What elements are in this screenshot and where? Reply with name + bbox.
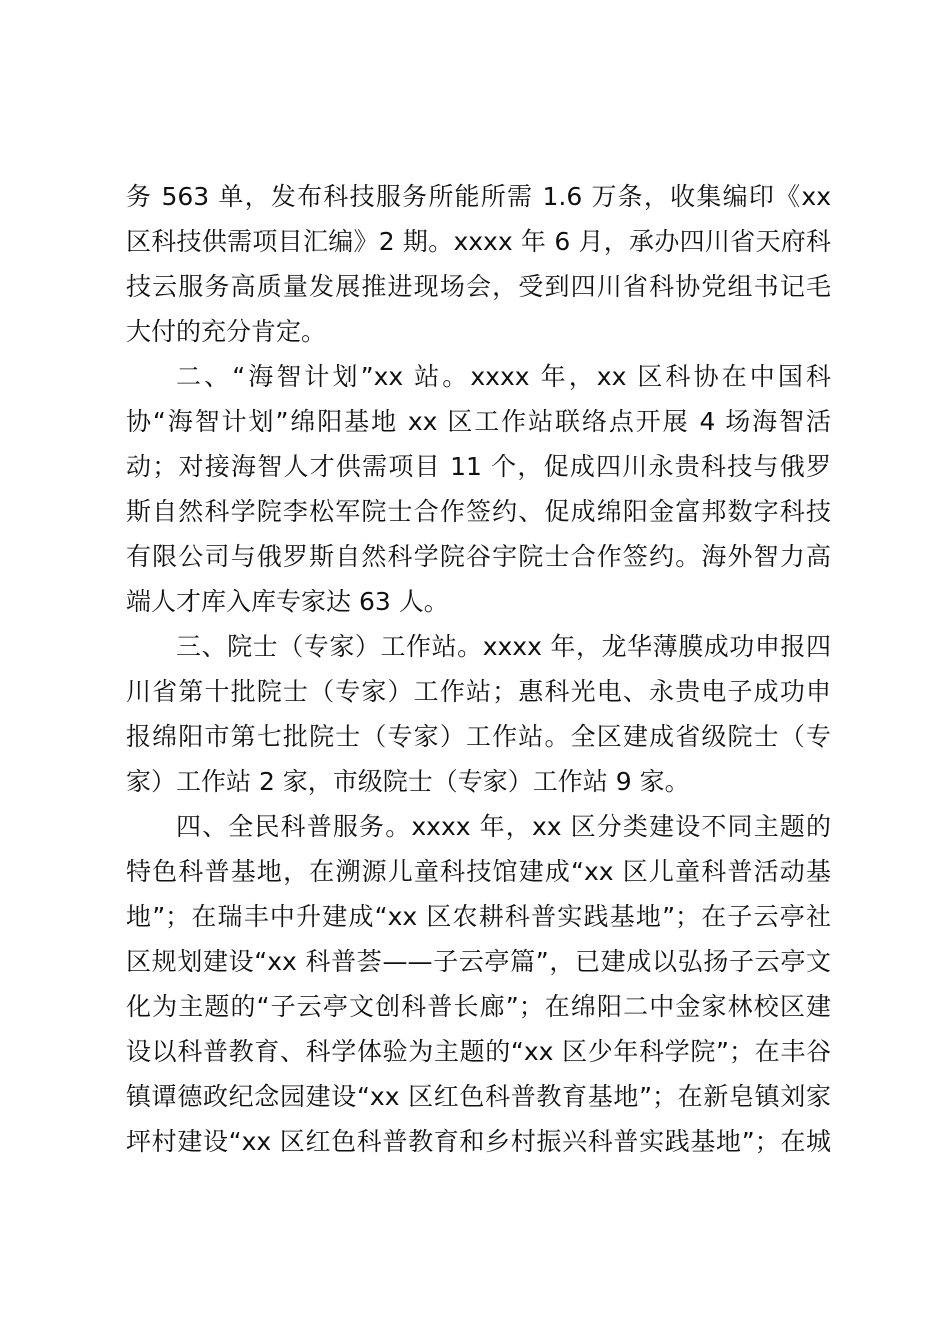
body-text [126, 174, 831, 1164]
text-line: 化为主题的“子云亭文创科普长廊”；在绵阳二中金家林校区建 [126, 992, 831, 1021]
text-line: 家）工作站 2 家，市级院士（专家）工作站 9 家。 [126, 767, 690, 796]
text-line: 有限公司与俄罗斯自然科学院谷宇院士合作签约。海外智力高 [126, 542, 831, 571]
text-line: 斯自然科学院李松军院士合作签约、促成绵阳金富邦数字科技 [126, 497, 831, 526]
text-line: 设以科普教育、科学体验为主题的“xx 区少年科学院”；在丰谷 [126, 1037, 831, 1066]
text-line: 镇谭德政纪念园建设“xx 区红色科普教育基地”；在新皂镇刘家 [126, 1082, 831, 1111]
text-line: 报绵阳市第七批院士（专家）工作站。全区建成省级院士（专 [126, 722, 831, 751]
text-line: 协“海智计划”绵阳基地 xx 区工作站联络点开展 4 场海智活 [126, 407, 831, 436]
text-line: 大付的充分肯定。 [126, 317, 327, 346]
text-line: 动；对接海智人才供需项目 11 个，促成四川永贵科技与俄罗 [126, 452, 831, 481]
text-line: 端人才库入库专家达 63 人。 [126, 587, 449, 616]
text-line: 区规划建设“xx 科普荟——子云亭篇”，已建成以弘扬子云亭文 [126, 947, 831, 976]
section-heading-line: 二、“海智计划”xx 站。xxxx 年，xx 区科协在中国科 [176, 362, 831, 391]
text-line: 区科技供需项目汇编》2 期。xxxx 年 6 月，承办四川省天府科 [126, 227, 831, 256]
text-line: 特色科普基地，在溯源儿童科技馆建成“xx 区儿童科普活动基 [126, 857, 831, 886]
text-line: 务 563 单，发布科技服务所能所需 1.6 万条，收集编印《xx [126, 182, 831, 211]
text-line: 坪村建设“xx 区红色科普教育和乡村振兴科普实践基地”；在城 [126, 1127, 831, 1156]
section-heading-line: 三、院士（专家）工作站。xxxx 年，龙华薄膜成功申报四 [176, 632, 831, 661]
section-heading-line: 四、全民科普服务。xxxx 年，xx 区分类建设不同主题的 [176, 812, 831, 841]
text-line: 川省第十批院士（专家）工作站；惠科光电、永贵电子成功申 [126, 677, 831, 706]
text-line: 地”；在瑞丰中升建成“xx 区农耕科普实践基地”；在子云亭社 [126, 902, 831, 931]
text-line: 技云服务高质量发展推进现场会，受到四川省科协党组书记毛 [126, 272, 831, 301]
